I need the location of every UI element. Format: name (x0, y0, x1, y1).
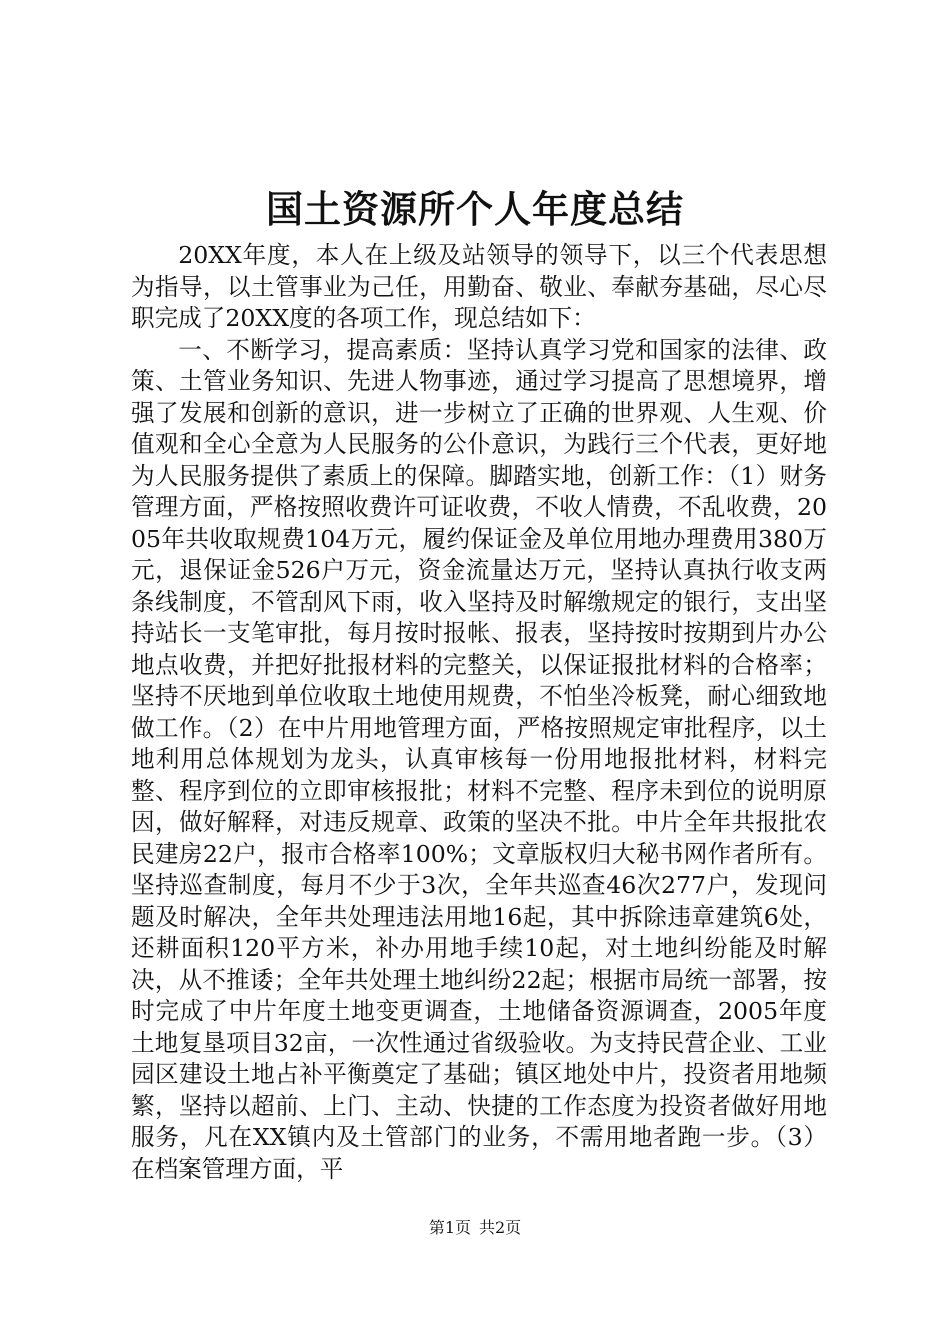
section-one-paragraph: 一、不断学习，提高素质：坚持认真学习党和国家的法律、政策、土管业务知识、先进人物事迹，通过学习提高了思想境界，增强了发展和创新的意识，进一步树立了正确的世界观、人生观、价值观和全心全意为人民服务的公仆意识，为践行三个代表，更好地为人民服务提供了素质上的保障。脚踏实地，创新工作：（1）财务管理方面，严格按照收费许可证收费，不收人情费，不乱收费，2005年共收取规费104万元，履约保证金及单位用地办理费用380万元，退保证金526户万元，资金流量达万元，坚持认真执行收支两条线制度，不管刮风下雨，收入坚持及时解缴规定的银行，支出坚持站长一支笔审批，每月按时报帐、报表，坚持按时按期到片办公地点收费，并把好批报材料的完整关，以保证报批材料的合格率；坚持不厌地到单位收取土地使用规费，不怕坐冷板凳，耐心细致地做工作。（2）在中片用地管理方面，严格按照规定审批程序，以土地利用总体规划为龙头，认真审核每一份用地报批材料，材料完整、程序到位的立即审核报批；材料不完整、程序未到位的说明原因，做好解释，对违反规章、政策的坚决不批。中片全年共报批农民建房22户，报市合格率100%；文章版权归大秘书网作者所有。坚持巡查制度，每月不少于3次，全年共巡查46次277户，发现问题及时解决，全年共处理违法用地16起，其中拆除违章建筑6处，还耕面积120平方米，补办用地手续10起，对土地纠纷能及时解决，从不推诿；全年共处理土地纠纷22起；根据市局统一部署，按时完成了中片年度土地变更调查，土地储备资源调查，2005年度土地复垦项目32亩，一次性通过省级验收。为支持民营企业、工业园区建设土地占补平衡奠定了基础；镇区地处中片，投资者用地频繁，坚持以超前、上门、主动、快捷的工作态度为投资者做好用地服务，凡在XX镇内及土管部门的业务，不需用地者跑一步。（3）在档案管理方面，平 (131, 335, 827, 1183)
page-number: 第1页 (428, 1218, 471, 1237)
document-title: 国土资源所个人年度总结 (266, 187, 684, 231)
page-total: 共2页 (479, 1218, 522, 1237)
intro-paragraph: 20XX年度，本人在上级及站领导的领导下，以三个代表思想为指导，以土管事业为己任，用勤奋、敬业、奉献夯基础，尽心尽职完成了20XX度的各项工作，现总结如下： (131, 241, 827, 332)
document-body (131, 240, 827, 1185)
page-footer (0, 1217, 950, 1239)
